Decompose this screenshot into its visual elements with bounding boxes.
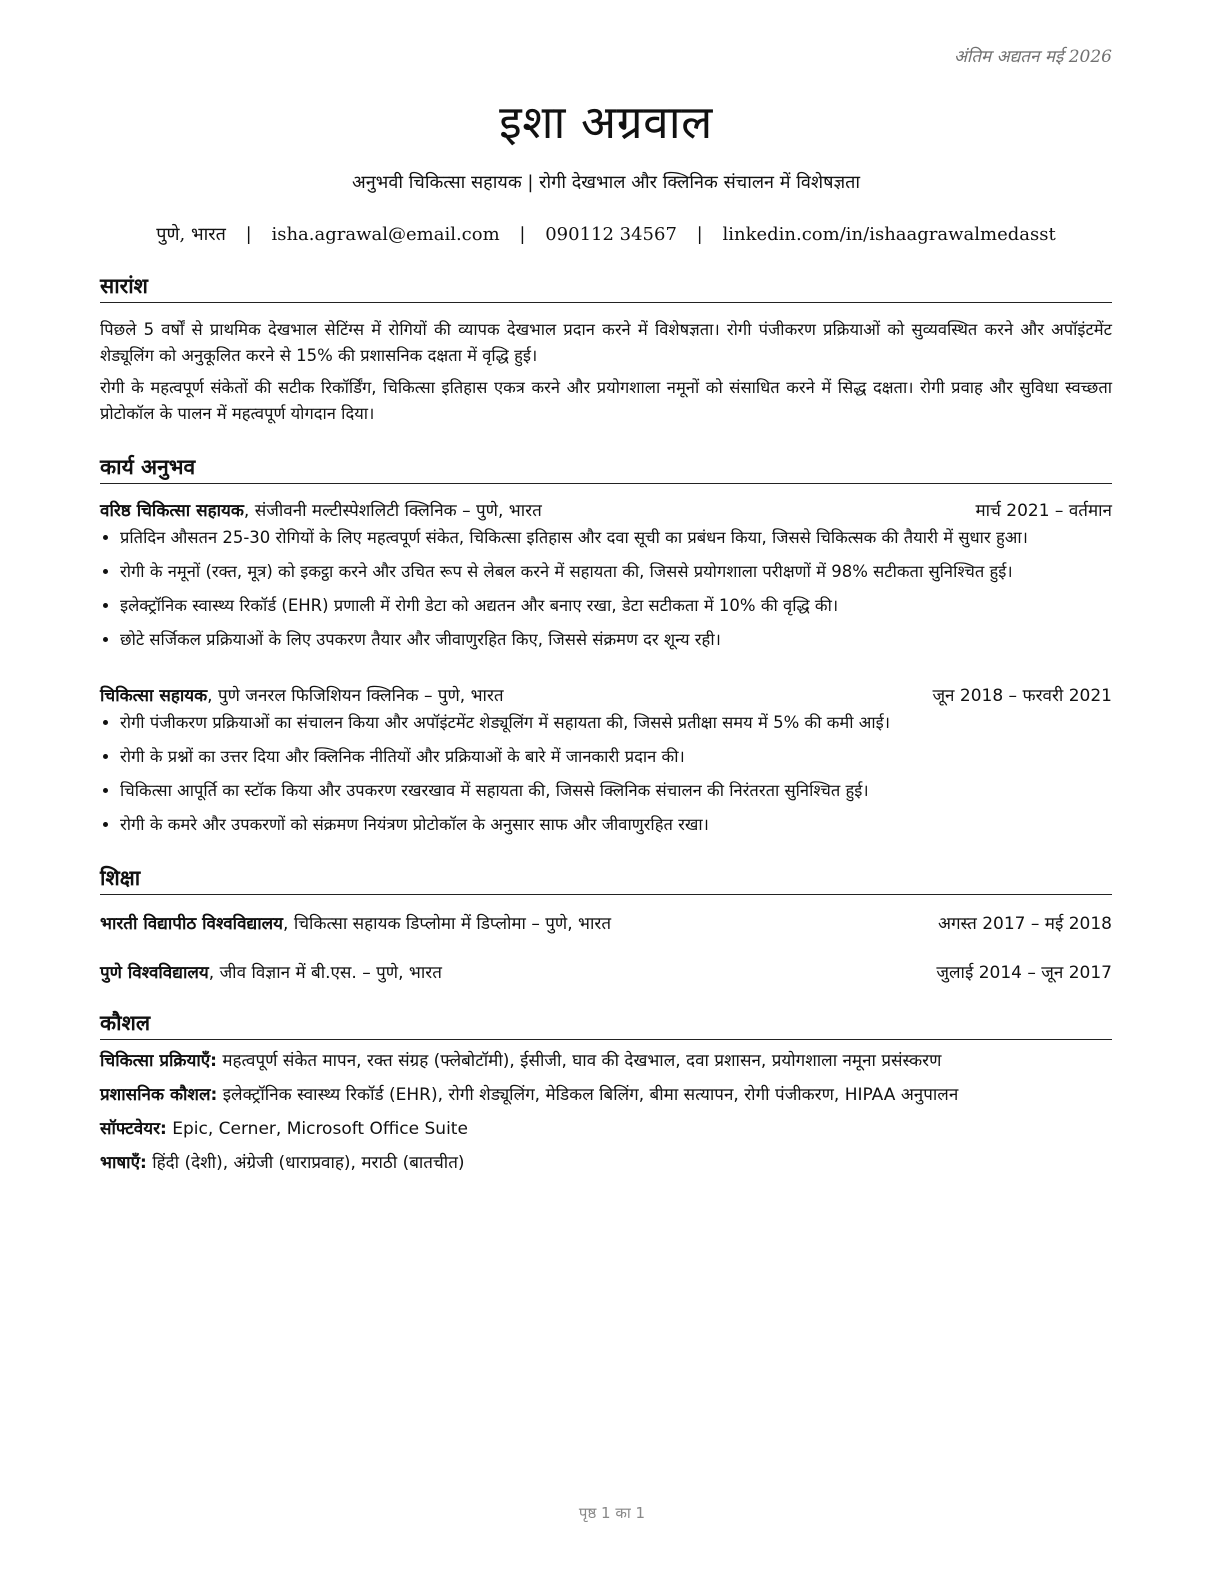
job-role: वरिष्ठ चिकित्सा सहायक <box>100 501 244 521</box>
contact-location: पुणे, भारत <box>156 224 226 245</box>
job-header <box>100 498 1112 521</box>
job-title-org <box>100 683 504 706</box>
job-bullet-list <box>100 710 1112 838</box>
job-bullet-list <box>100 525 1112 653</box>
job-bullet: • चिकित्सा आपूर्ति का स्टॉक किया और उपकरण रखरखाव में सहायता की, जिससे क्लिनिक संचालन की निरंतरता सुनिश्चित हुई। <box>120 778 1112 804</box>
skill-value: इलेक्ट्रॉनिक स्वास्थ्य रिकॉर्ड (EHR), रोगी शेड्यूलिंग, मेडिकल बिलिंग, बीमा सत्यापन, रोगी पंजीकरण, HIPAA अनुपालन <box>217 1085 959 1105</box>
education-detail: , जीव विज्ञान में बी.एस. – पुणे, भारत <box>208 963 442 983</box>
job-bullet: • रोगी के प्रश्नों का उत्तर दिया और क्लिनिक नीतियों और प्रक्रियाओं के बारे में जानकारी प्रदान की। <box>120 744 1112 770</box>
contact-email[interactable]: isha.agrawal@email.com <box>271 224 500 245</box>
section-heading-education: शिक्षा <box>100 864 1112 895</box>
skill-value: Epic, Cerner, Microsoft Office Suite <box>166 1119 468 1139</box>
skill-label: सॉफ्टवेयर: <box>100 1119 167 1139</box>
job-organization: , संजीवनी मल्टीस्पेशलिटी क्लिनिक – पुणे, भारत <box>243 501 542 521</box>
skill-value: महत्वपूर्ण संकेत मापन, रक्त संग्रह (फ्लेबोटॉमी), ईसीजी, घाव की देखभाल, दवा प्रशासन, प्रयोगशाला नमूना प्रसंस्करण <box>216 1051 942 1071</box>
education-institution: भारती विद्यापीठ विश्वविद्यालय <box>100 914 284 934</box>
job-bullet: • प्रतिदिन औसतन 25-30 रोगियों के लिए महत्वपूर्ण संकेत, चिकित्सा इतिहास और दवा सूची का प्रबंधन किया, जिससे चिकित्सक की तैयारी में सुधार हुआ। <box>120 525 1112 551</box>
job-dates: जून 2018 – फरवरी 2021 <box>932 686 1112 706</box>
education-title <box>100 960 442 983</box>
contact-separator: | <box>245 224 252 245</box>
skill-line <box>100 1082 1112 1108</box>
job-header <box>100 683 1112 706</box>
education-entry <box>100 960 1112 983</box>
job-title-org <box>100 498 542 521</box>
candidate-name: इशा अग्रवाल <box>499 95 713 149</box>
candidate-tagline: अनुभवी चिकित्सा सहायक | रोगी देखभाल और क्लिनिक संचालन में विशेषज्ञता <box>351 172 861 193</box>
contact-separator: | <box>696 224 703 245</box>
skill-label: भाषाएँ: <box>100 1153 147 1173</box>
education-detail: , चिकित्सा सहायक डिप्लोमा में डिप्लोमा – पुणे, भारत <box>283 914 612 934</box>
summary-paragraph: रोगी के महत्वपूर्ण संकेतों की सटीक रिकॉर्डिंग, चिकित्सा इतिहास एकत्र करने और प्रयोगशाला नमूनों को संसाधित करने में सिद्ध दक्षता। रोगी प्रवाह और सुविधा स्वच्छता प्रोटोकॉल के पालन में महत्वपूर्ण योगदान दिया। <box>100 378 1112 423</box>
last-updated-date: अंतिम अद्यतन मई 2026 <box>953 47 1112 67</box>
skill-line <box>100 1116 1112 1142</box>
education-entry <box>100 911 1112 934</box>
resume-page <box>100 40 1112 1176</box>
skill-line <box>100 1150 1112 1176</box>
job-bullet: • इलेक्ट्रॉनिक स्वास्थ्य रिकॉर्ड (EHR) प्रणाली में रोगी डेटा को अद्यतन और बनाए रखा, डेटा सटीकता में 10% की वृद्धि की। <box>120 593 1112 619</box>
contact-phone[interactable]: 090112 34567 <box>545 224 677 245</box>
contact-line <box>100 222 1112 246</box>
section-heading-experience: कार्य अनुभव <box>100 453 1112 484</box>
page-number-footer: पृष्ठ 1 का 1 <box>578 1504 646 1522</box>
skill-label: प्रशासनिक कौशल: <box>100 1085 218 1105</box>
education-institution: पुणे विश्वविद्यालय <box>100 963 209 983</box>
section-heading-summary: सारांश <box>100 272 1112 303</box>
skill-value: हिंदी (देशी), अंग्रेजी (धाराप्रवाह), मराठी (बातचीत) <box>146 1153 465 1173</box>
education-title <box>100 911 611 934</box>
education-dates: जुलाई 2014 – जून 2017 <box>936 963 1112 983</box>
education-dates: अगस्त 2017 – मई 2018 <box>937 914 1112 934</box>
job-role: चिकित्सा सहायक <box>100 686 208 706</box>
skill-line <box>100 1048 1112 1074</box>
job-organization: , पुणे जनरल फिजिशियन क्लिनिक – पुणे, भारत <box>207 686 504 706</box>
job-bullet: • रोगी के कमरे और उपकरणों को संक्रमण नियंत्रण प्रोटोकॉल के अनुसार साफ और जीवाणुरहित रखा। <box>120 812 1112 838</box>
job-bullet: • रोगी पंजीकरण प्रक्रियाओं का संचालन किया और अपॉइंटमेंट शेड्यूलिंग में सहायता की, जिससे प्रतीक्षा समय में 5% की कमी आई। <box>120 710 1112 736</box>
section-heading-skills: कौशल <box>100 1009 1112 1040</box>
job-dates: मार्च 2021 – वर्तमान <box>975 501 1112 521</box>
skill-label: चिकित्सा प्रक्रियाएँ: <box>100 1051 217 1071</box>
job-bullet: • रोगी के नमूनों (रक्त, मूत्र) को इकट्ठा करने और उचित रूप से लेबल करने में सहायता की, जिससे प्रयोगशाला परीक्षणों में 98% सटीकता सुनिश्चित हुई। <box>120 559 1112 585</box>
summary-paragraph: पिछले 5 वर्षों से प्राथमिक देखभाल सेटिंग्स में रोगियों की व्यापक देखभाल प्रदान करने में विशेषज्ञता। रोगी पंजीकरण प्रक्रियाओं को सुव्यवस्थित करने और अपॉइंटमेंट शेड्यूलिंग को अनुकूलित करने से 15% की प्रशासनिक दक्षता में वृद्धि हुई। <box>100 320 1112 365</box>
contact-linkedin[interactable]: linkedin.com/in/ishaagrawalmedasst <box>722 224 1056 245</box>
contact-separator: | <box>519 224 526 245</box>
job-bullet: • छोटे सर्जिकल प्रक्रियाओं के लिए उपकरण तैयार और जीवाणुरहित किए, जिससे संक्रमण दर शून्य रही। <box>120 627 1112 653</box>
